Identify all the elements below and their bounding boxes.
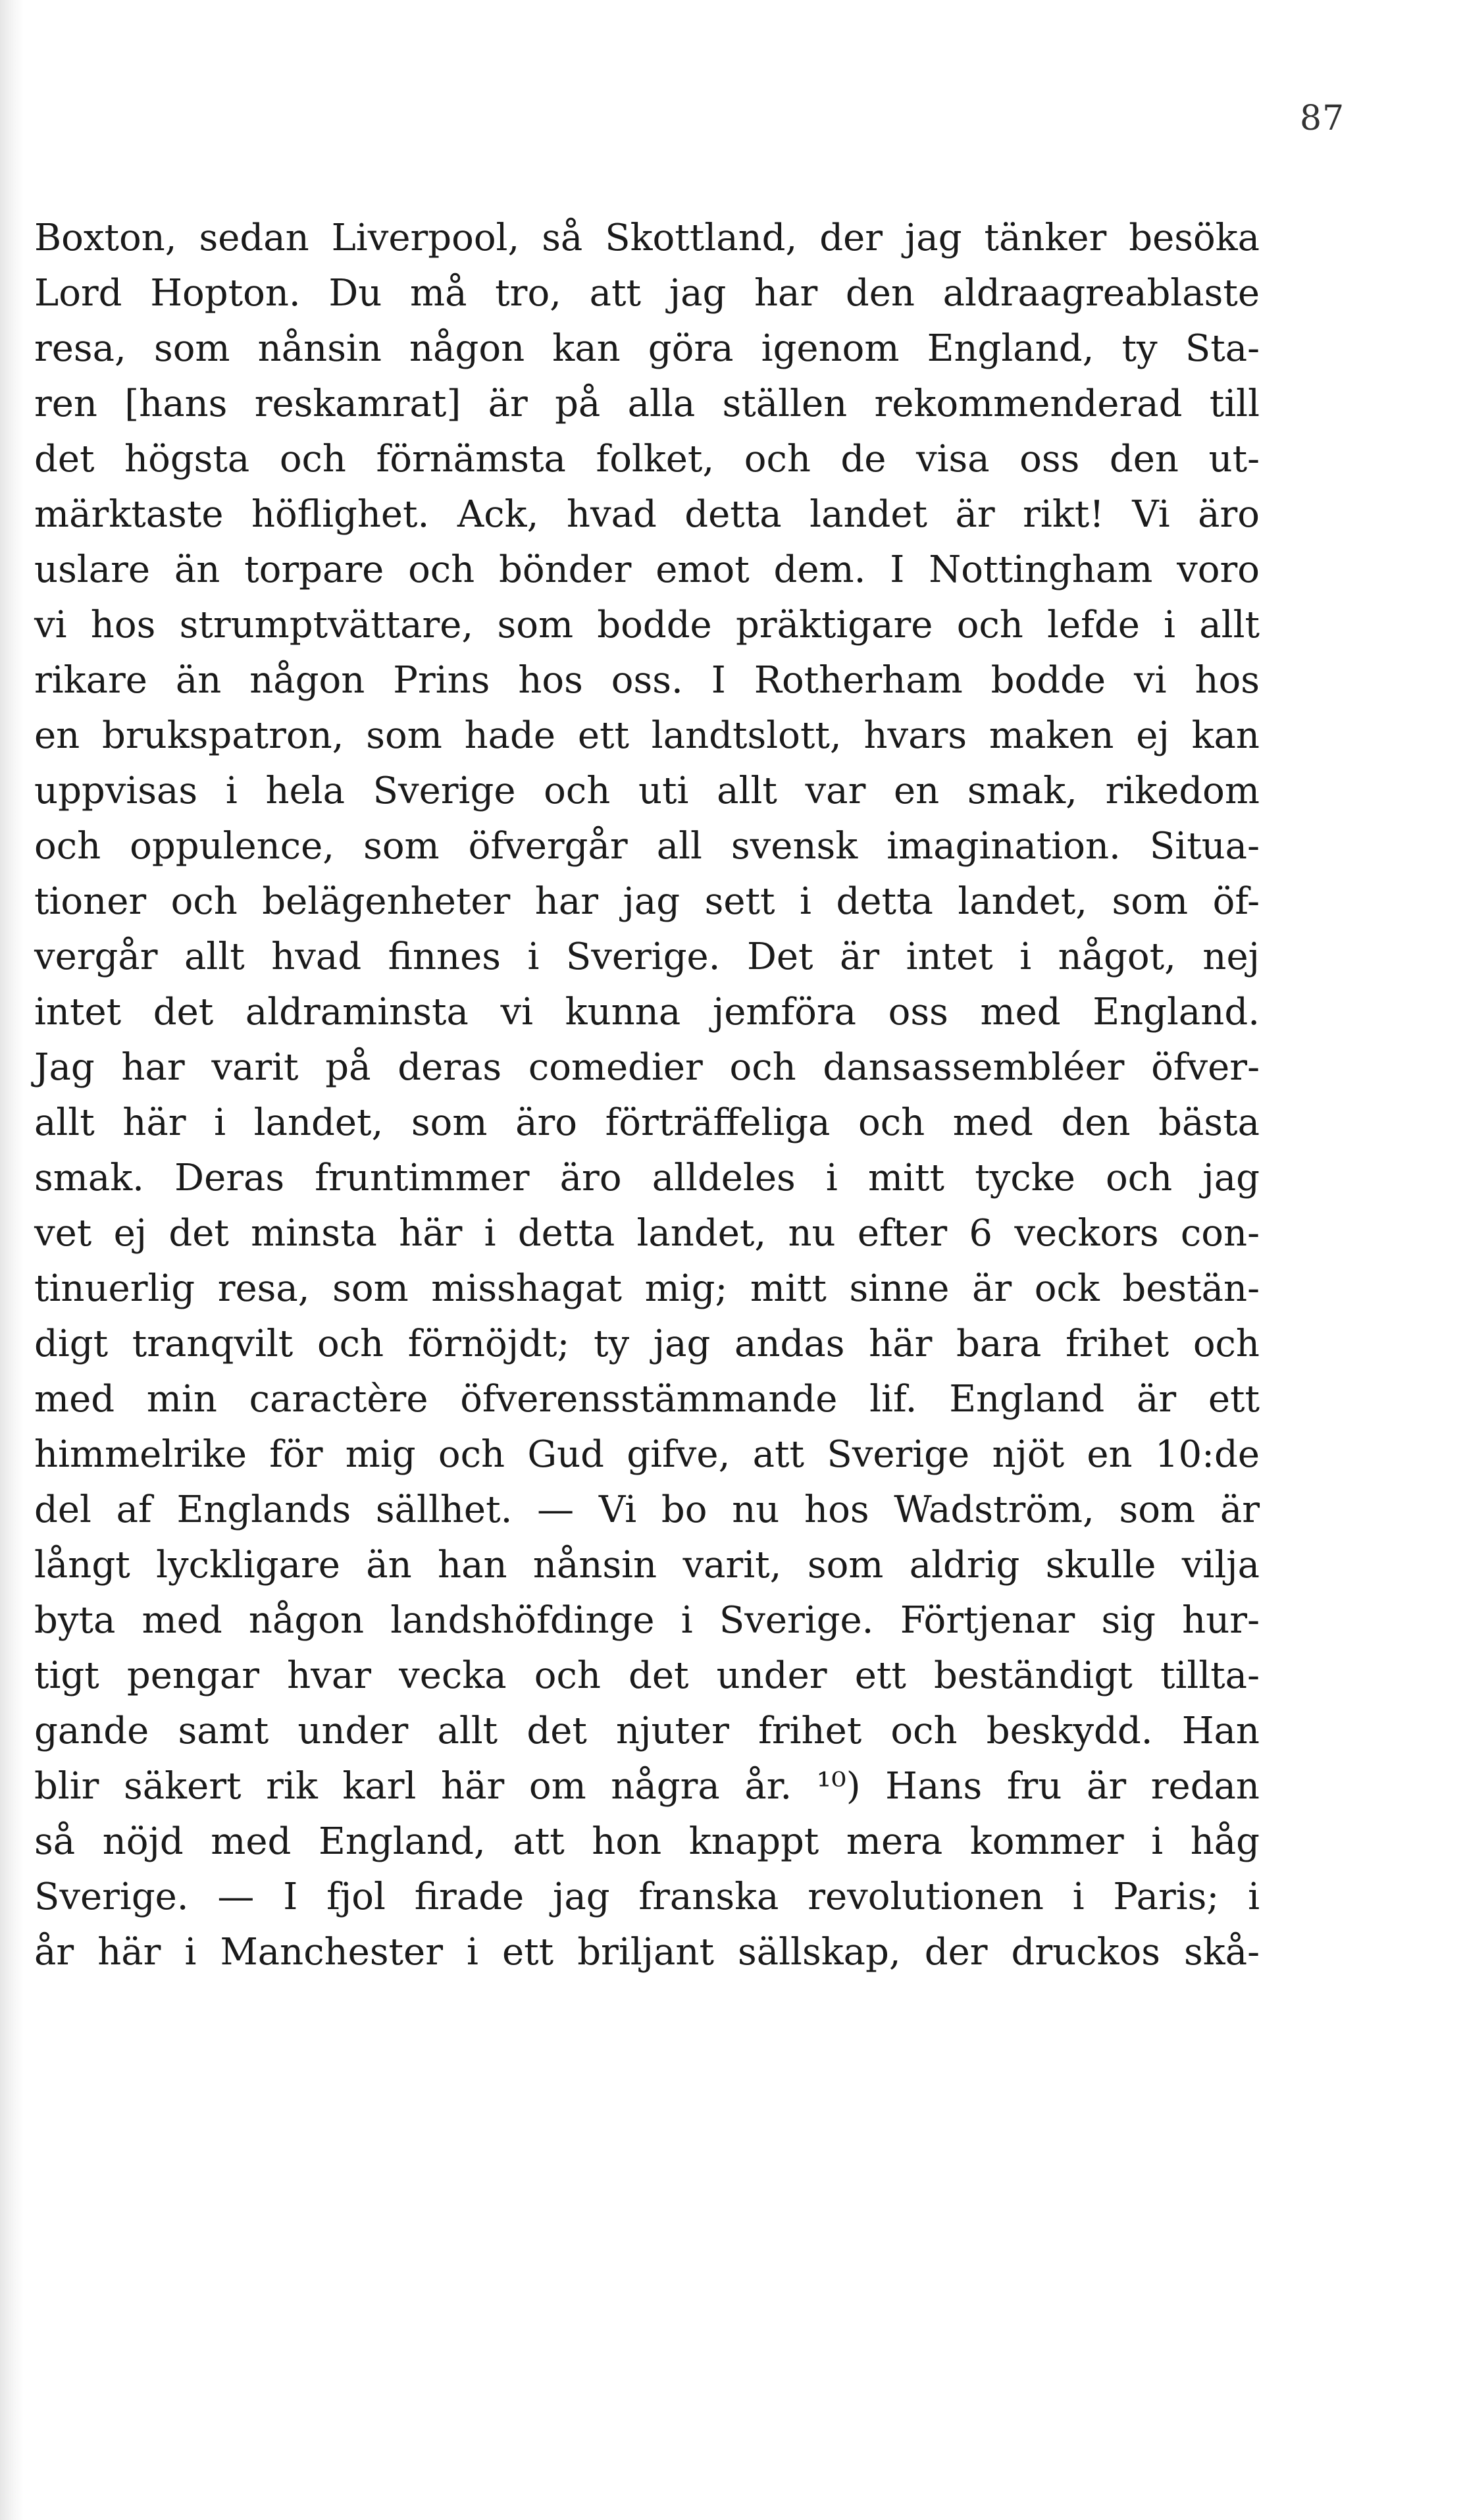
text-line: så nöjd med England, att hon knappt mera kommer i håg: [34, 1820, 1260, 1863]
text-line: märktaste höflighet. Ack, hvad detta landet är rikt! Vi äro: [34, 493, 1260, 536]
text-line: intet det aldraminsta vi kunna jemföra oss med England.: [34, 991, 1260, 1034]
text-line: långt lyckligare än han nånsin varit, som aldrig skulle vilja: [34, 1544, 1260, 1587]
text-line: tioner och belägenheter har jag sett i detta landet, som öf-: [34, 880, 1260, 923]
text-line: vet ej det minsta här i detta landet, nu efter 6 veckors con-: [34, 1212, 1260, 1255]
text-line: tinuerlig resa, som misshagat mig; mitt sinne är ock bestän-: [34, 1267, 1260, 1310]
text-line: byta med någon landshöfdinge i Sverige. Förtjenar sig hur-: [34, 1599, 1260, 1642]
text-line: tigt pengar hvar vecka och det under ett beständigt tillta-: [34, 1654, 1260, 1697]
text-line: det högsta och förnämsta folket, och de visa oss den ut-: [34, 438, 1260, 481]
text-line: och oppulence, som öfvergår all svensk imagination. Situa-: [34, 825, 1260, 868]
text-line: Sverige. — I fjol firade jag franska revolutionen i Paris; i: [34, 1876, 1260, 1918]
text-line: vi hos strumptvättare, som bodde präktigare och lefde i allt: [34, 604, 1260, 646]
text-line: digt tranqvilt och förnöjdt; ty jag andas här bara frihet och: [34, 1323, 1260, 1365]
text-line: vergår allt hvad finnes i Sverige. Det är intet i något, nej: [34, 935, 1260, 978]
text-line: resa, som nånsin någon kan göra igenom England, ty Sta-: [34, 327, 1260, 370]
text-line: gande samt under allt det njuter frihet och beskydd. Han: [34, 1710, 1260, 1752]
text-line: blir säkert rik karl här om några år. ¹⁰) Hans fru är redan: [34, 1765, 1260, 1808]
text-line: år här i Manchester i ett briljant sällskap, der druckos skå-: [34, 1931, 1260, 1974]
text-line: en brukspatron, som hade ett landtslott, hvars maken ej kan: [34, 714, 1260, 757]
binding-shadow: [0, 0, 24, 2520]
text-line: uslare än torpare och bönder emot dem. I Nottingham voro: [34, 548, 1260, 591]
page-number: 87: [1300, 99, 1345, 138]
text-line: rikare än någon Prins hos oss. I Rotherham bodde vi hos: [34, 659, 1260, 702]
text-line: uppvisas i hela Sverige och uti allt var en smak, rikedom: [34, 770, 1260, 812]
text-line: smak. Deras fruntimmer äro alldeles i mitt tycke och jag: [34, 1157, 1260, 1199]
text-line: Jag har varit på deras comedier och dansassembléer öfver-: [34, 1046, 1260, 1089]
text-line: del af Englands sällhet. — Vi bo nu hos Wadström, som är: [34, 1488, 1260, 1531]
text-line: Boxton, sedan Liverpool, så Skottland, der jag tänker besöka: [34, 217, 1260, 259]
text-line: ren [hans reskamrat] är på alla ställen rekommenderad till: [34, 382, 1260, 425]
text-line: Lord Hopton. Du må tro, att jag har den aldraagreablaste: [34, 272, 1260, 315]
text-line: med min caractère öfverensstämmande lif. England är ett: [34, 1378, 1260, 1421]
text-line: allt här i landet, som äro förträffeliga och med den bästa: [34, 1101, 1260, 1144]
text-line: himmelrike för mig och Gud gifve, att Sverige njöt en 10:de: [34, 1433, 1260, 1476]
